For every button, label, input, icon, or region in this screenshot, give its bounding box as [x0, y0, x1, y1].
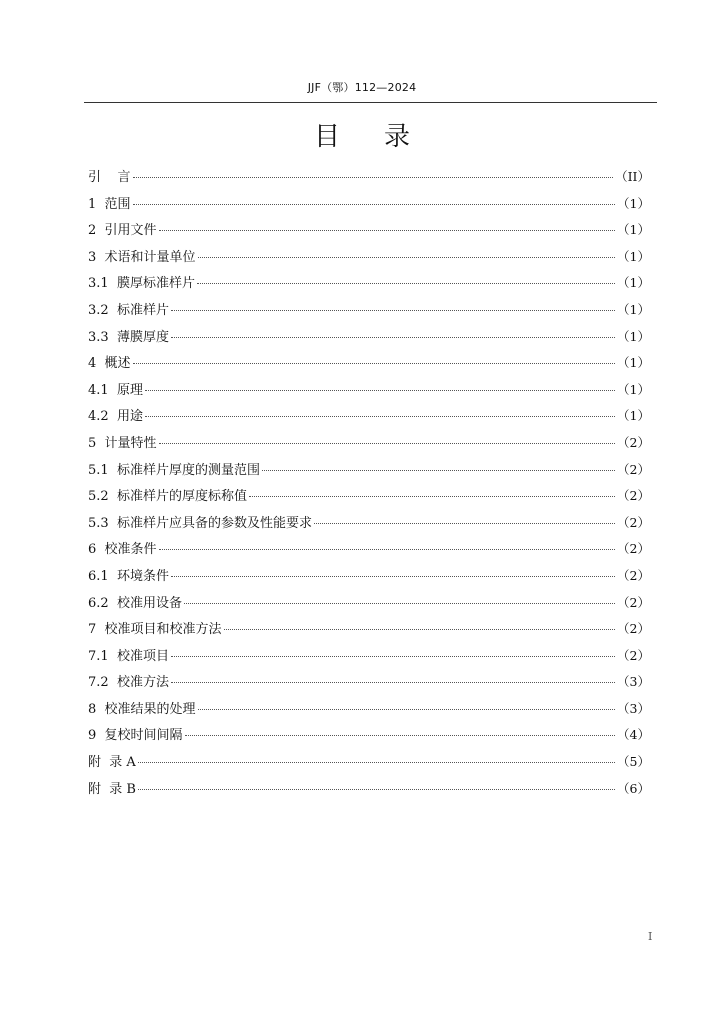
toc-entry[interactable] — [88, 164, 650, 191]
toc-entry-label: 引 言 — [88, 170, 131, 185]
toc-entry-label: 8 校准结果的处理 — [88, 701, 196, 717]
toc-entry[interactable] — [88, 244, 650, 271]
toc-entry-page: （2） — [617, 488, 650, 504]
toc-entry-label: 4.1 原理 — [88, 382, 143, 398]
toc-entry[interactable] — [88, 669, 650, 696]
page-number: I — [648, 930, 653, 943]
toc-leader-dots — [224, 628, 616, 630]
toc-leader-dots — [171, 336, 615, 338]
toc-entry[interactable] — [88, 324, 650, 351]
toc-leader-dots — [159, 229, 616, 231]
toc-leader-dots — [138, 761, 615, 763]
toc-entry-page: （1） — [617, 408, 650, 424]
toc-entry[interactable] — [88, 297, 650, 324]
toc-leader-dots — [314, 522, 615, 524]
toc-leader-dots — [171, 309, 615, 311]
toc-entry[interactable] — [88, 616, 650, 643]
toc-entry-page: （2） — [617, 461, 650, 477]
toc-entry[interactable] — [88, 696, 650, 723]
toc-entry-page: （2） — [617, 514, 650, 530]
toc-leader-dots — [145, 415, 615, 417]
toc-entry-label: 6.2 校准用设备 — [88, 595, 182, 611]
toc-leader-dots — [133, 203, 616, 205]
toc-entry[interactable] — [88, 510, 650, 537]
toc-entry-label: 1 范围 — [88, 196, 131, 212]
toc-entry-label: 附 录 B — [88, 781, 136, 797]
toc-entry-page: （6） — [617, 780, 650, 796]
toc-entry-page: （2） — [617, 594, 650, 610]
toc-leader-dots — [184, 602, 615, 604]
toc-leader-dots — [171, 681, 615, 683]
toc-entry-page: （2） — [617, 434, 650, 450]
toc-entry[interactable] — [88, 563, 650, 590]
toc-entry-page: （II） — [615, 169, 650, 184]
toc-entry-page: （1） — [617, 275, 650, 291]
toc-leader-dots — [197, 282, 615, 284]
toc-entry[interactable] — [88, 457, 650, 484]
toc-leader-dots — [138, 788, 615, 790]
toc-entry-label: 5.3 标准样片应具备的参数及性能要求 — [88, 515, 312, 531]
toc-entry[interactable] — [88, 270, 650, 297]
toc-entry[interactable] — [88, 217, 650, 244]
toc-entry-label: 7.1 校准项目 — [88, 648, 169, 664]
toc-entry-label: 9 复校时间间隔 — [88, 728, 183, 744]
toc-entry-label: 3 术语和计量单位 — [88, 249, 196, 265]
toc-entry-label: 5.1 标准样片厚度的测量范围 — [88, 462, 260, 478]
toc-entry[interactable] — [88, 749, 650, 776]
toc-entry[interactable] — [88, 403, 650, 430]
toc-entry-label: 3.1 膜厚标准样片 — [88, 276, 195, 292]
toc-entry-page: （2） — [617, 567, 650, 583]
toc-leader-dots — [171, 655, 615, 657]
toc-entry-label: 2 引用文件 — [88, 223, 157, 239]
toc-leader-dots — [145, 389, 615, 391]
toc-entry-label: 7.2 校准方法 — [88, 675, 169, 691]
toc-entry-page: （1） — [617, 248, 650, 264]
toc-entry-page: （5） — [617, 754, 650, 770]
toc-leader-dots — [262, 469, 615, 471]
toc-leader-dots — [185, 734, 616, 736]
toc-entry-page: （1） — [617, 381, 650, 397]
toc-entry[interactable] — [88, 483, 650, 510]
header-rule — [84, 102, 657, 103]
toc-leader-dots — [133, 176, 614, 178]
toc-entry[interactable] — [88, 377, 650, 404]
toc-entry-page: （2） — [617, 541, 650, 557]
toc-entry[interactable] — [88, 643, 650, 670]
toc-entry-page: （4） — [617, 727, 650, 743]
toc-entry-label: 4 概述 — [88, 356, 131, 372]
table-of-contents — [88, 164, 650, 802]
toc-leader-dots — [159, 548, 616, 550]
toc-leader-dots — [159, 442, 616, 444]
toc-entry[interactable] — [88, 776, 650, 803]
toc-entry-label: 4.2 用途 — [88, 409, 143, 425]
toc-entry[interactable] — [88, 590, 650, 617]
toc-entry[interactable] — [88, 430, 650, 457]
toc-entry-label: 5 计量特性 — [88, 435, 157, 451]
toc-entry-page: （1） — [617, 222, 650, 238]
toc-entry-page: （2） — [617, 621, 650, 637]
toc-leader-dots — [198, 708, 616, 710]
toc-entry[interactable] — [88, 350, 650, 377]
toc-entry-label: 7 校准项目和校准方法 — [88, 622, 222, 638]
toc-leader-dots — [171, 575, 615, 577]
toc-leader-dots — [249, 495, 615, 497]
toc-entry-page: （1） — [617, 195, 650, 211]
toc-entry[interactable] — [88, 191, 650, 218]
toc-entry-label: 6.1 环境条件 — [88, 568, 169, 584]
toc-entry-label: 3.2 标准样片 — [88, 302, 169, 318]
toc-entry-label: 5.2 标准样片的厚度标称值 — [88, 489, 247, 505]
toc-leader-dots — [198, 256, 616, 258]
toc-entry-label: 3.3 薄膜厚度 — [88, 329, 169, 345]
toc-entry-page: （3） — [617, 674, 650, 690]
toc-leader-dots — [133, 362, 616, 364]
toc-entry-label: 6 校准条件 — [88, 542, 157, 558]
toc-entry-page: （1） — [617, 328, 650, 344]
toc-entry-label: 附 录 A — [88, 755, 136, 771]
page-title: 目录 — [313, 122, 454, 152]
toc-entry-page: （1） — [617, 355, 650, 371]
toc-entry-page: （2） — [617, 647, 650, 663]
toc-entry[interactable] — [88, 722, 650, 749]
toc-entry-page: （3） — [617, 700, 650, 716]
toc-entry-page: （1） — [617, 301, 650, 317]
toc-entry[interactable] — [88, 536, 650, 563]
running-header: JJF（鄂）112—2024 — [307, 81, 417, 94]
